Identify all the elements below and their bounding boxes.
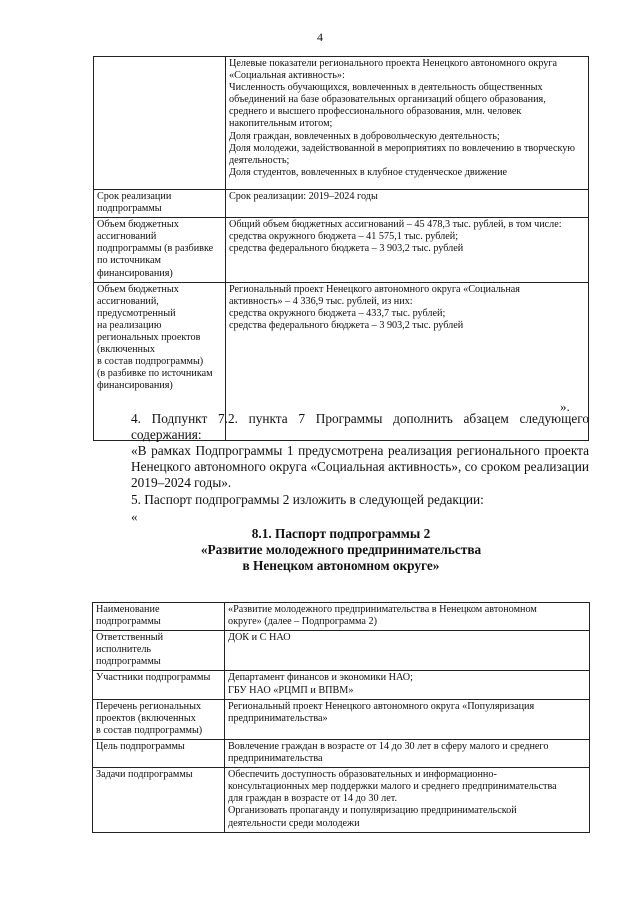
table-row [93,603,590,631]
row-label-line: Участники подпрограммы [96,672,211,684]
row-value-line: Региональный проект Ненецкого автономного округа «Социальная [229,283,520,295]
row-value-line: Региональный проект Ненецкого автономного округа «Популяризация [228,700,535,712]
row-label-line: подпрограммы (в разбивке [97,243,214,255]
row-value-line: «Социальная активность»: [229,70,345,82]
row-label-line: (включенных [97,344,155,356]
row-label-line: Ответственный [96,632,164,644]
row-label-line: Цель подпрограммы [96,740,185,752]
paragraph-4-text: 4. Подпункт 7.2. пункта 7 Программы дополнить абзацем следующего содержания: [131,411,589,442]
row-label-line: Наименование [96,604,160,615]
paragraph-5 [95,492,589,508]
row-label-line: Задачи подпрограммы [96,769,193,781]
paragraph-quote-text: «В рамках Подпрограммы 1 предусмотрена реализация регионального проекта Ненецкого автономного округа «Социальная активность», со сроком реализации 2019–2024 годы». [131,443,589,490]
table-row [93,768,590,832]
section-heading-line3: в Ненецком автономном округе» [242,558,440,573]
row-value-cell [225,739,590,767]
row-value-line: для граждан в возрасте от 14 до 30 лет. [228,793,397,805]
table-row [93,699,590,739]
row-label-cell [93,739,225,767]
row-label-line: финансирования) [97,380,173,392]
row-value-cell [225,671,590,699]
section-heading-line1: 8.1. Паспорт подпрограммы 2 [251,526,431,541]
page-number: 4 [317,30,323,44]
row-value-cell [225,603,590,631]
table-row [94,218,589,282]
row-value-cell [226,218,589,282]
table-row [94,190,589,218]
table-row [93,739,590,767]
row-label-line: в состав подпрограммы) [97,356,204,368]
table-row [93,671,590,699]
table-row [94,57,589,190]
row-value-line: Вовлечение граждан в возрасте от 14 до 30 лет в сферу малого и среднего [228,740,549,752]
row-value-cell [225,699,590,739]
row-label-line: проектов (включенных [96,712,196,724]
row-label-line: по источникам [97,255,162,267]
row-value-line: Департамент финансов и экономики НАО; [228,672,413,684]
row-value-line: Численность обучающихся, вовлеченных в деятельность общественных [229,82,543,94]
row-label-cell [93,631,225,671]
row-label-line: Перечень региональных [96,700,202,712]
opening-quote: « [131,509,138,524]
row-label-line: Объем бюджетных [97,283,179,295]
row-value-line: средства федерального бюджета – 3 903,2 тыс. рублей [229,319,464,331]
row-value-line: Целевые показатели регионального проекта Ненецкого автономного округа [229,58,557,69]
row-value-cell [226,57,589,190]
row-value-cell [226,190,589,218]
row-label-line: Объем бюджетных [97,219,179,231]
row-value-line: Доля молодежи, задействованной в мероприятиях по вовлечению в творческую [229,142,576,154]
row-label-cell [93,768,225,832]
subprogram2-passport-table [92,602,590,833]
row-value-line: Доля граждан, вовлеченных в добровольческую деятельность; [229,130,500,142]
row-label-cell [94,57,226,190]
closing-quote: ». [560,399,570,414]
row-value-line: Общий объем бюджетных ассигнований – 45 478,3 тыс. рублей, в том числе: [229,219,562,231]
row-value-line: средства федерального бюджета – 3 903,2 тыс. рублей [229,243,464,255]
row-value-line: Срок реализации: 2019–2024 годы [229,191,378,202]
row-label-line: региональных проектов [97,332,201,344]
row-label-line: финансирования) [97,267,173,279]
row-label-line: ассигнований [97,231,157,243]
row-label-cell [93,699,225,739]
row-value-line: «Развитие молодежного предпринимательства в Ненецком автономном [228,604,537,615]
row-label-line: предусмотренный [97,307,176,319]
subprogram1-passport-table [93,56,589,441]
table-row [93,631,590,671]
row-label-line: на реализацию [97,319,162,331]
row-value-line: предпринимательства» [228,712,328,724]
row-value-line: округе» (далее – Подпрограмма 2) [228,616,377,628]
row-value-line: предпринимательства [228,753,323,765]
paragraph-quote [95,443,589,491]
row-value-line: Обеспечить доступность образовательных и информационно- [228,769,497,781]
row-label-cell [93,671,225,699]
section-heading-line2: «Развитие молодежного предпринимательства [200,542,482,557]
row-value-cell [225,768,590,832]
row-label-line: Срок реализации [97,191,172,202]
paragraph-4 [95,411,589,443]
row-label-line: подпрограммы [97,203,162,215]
row-value-line: Доля студентов, вовлеченных в клубное студенческое движение [229,166,508,178]
row-label-cell [94,218,226,282]
row-value-line: средства окружного бюджета – 41 575,1 тыс. рублей; [229,231,459,243]
row-label-cell [94,190,226,218]
row-value-line: накопительным итогом; [229,118,333,130]
row-value-line: консультационных мер поддержки малого и среднего предпринимательства [228,781,557,793]
row-value-line: ГБУ НАО «РЦМП и ВПВМ» [228,684,354,696]
row-label-line: ассигнований, [97,295,159,307]
row-value-line: деятельность; [229,154,290,166]
row-value-cell [225,631,590,671]
row-label-line: в состав подпрограммы) [96,724,203,736]
row-label-line: (в разбивке по источникам [97,368,213,380]
row-value-line: объединений на базе образовательных организаций общего образования, [229,94,546,106]
row-value-line: ДОК и С НАО [228,632,291,644]
row-label-line: подпрограммы [96,656,161,668]
row-label-cell [93,603,225,631]
paragraph-5-text: 5. Паспорт подпрограммы 2 изложить в следующей редакции: [131,492,484,507]
row-value-line: Организовать пропаганду и популяризацию предпринимательской [228,805,517,817]
row-value-line: активность» – 4 336,9 тыс. рублей, из них: [229,295,413,307]
row-value-line: деятельности среди молодежи [228,817,360,829]
row-label-line: исполнитель [96,644,152,656]
row-value-line: средства окружного бюджета – 433,7 тыс. рублей; [229,307,446,319]
row-label-line: подпрограммы [96,616,161,628]
row-value-line: среднего и высшего профессионального образования, млн. человек [229,106,522,118]
